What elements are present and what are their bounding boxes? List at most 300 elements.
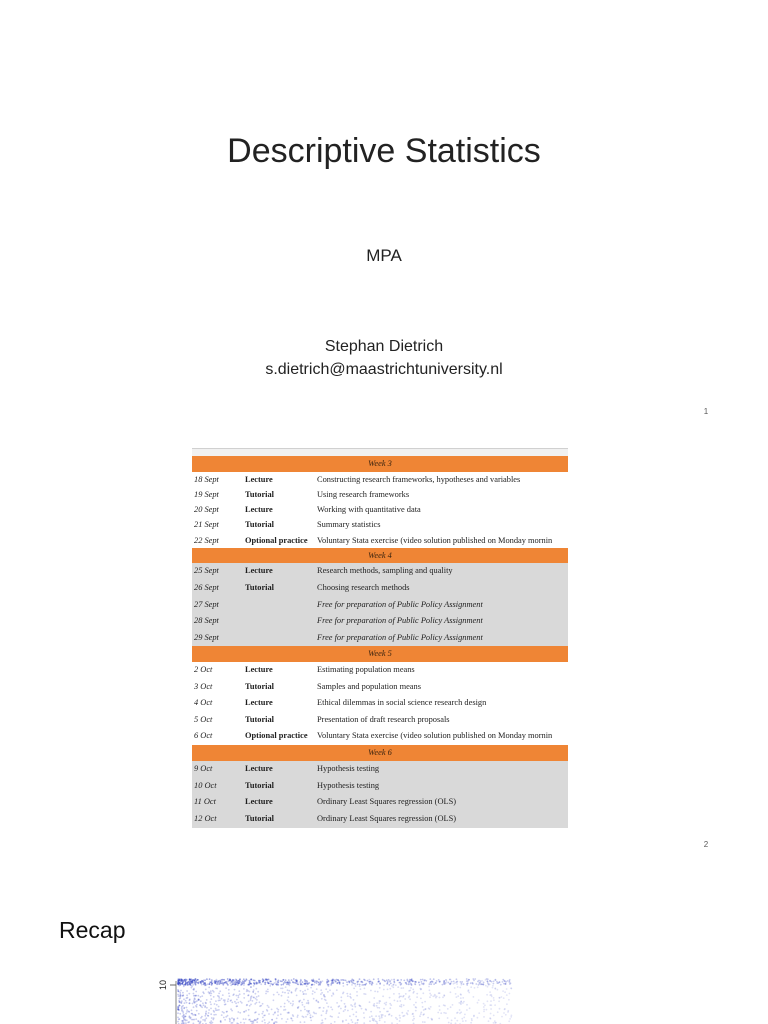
- scatter-point: [349, 1015, 351, 1017]
- scatter-point: [288, 990, 290, 992]
- row-topic: Free for preparation of Public Policy Assignment: [317, 599, 483, 609]
- scatter-point: [292, 981, 294, 983]
- scatter-point: [379, 1011, 381, 1013]
- scatter-point: [506, 1003, 508, 1005]
- scatter-point: [210, 1013, 212, 1015]
- row-date: 22 Sept: [194, 535, 219, 545]
- scatter-point: [325, 988, 327, 990]
- scatter-point: [343, 1010, 345, 1012]
- schedule-row: [192, 563, 568, 580]
- scatter-point: [397, 979, 399, 981]
- scatter-point: [350, 1004, 352, 1006]
- scatter-point: [349, 993, 351, 995]
- scatter-point: [188, 981, 190, 983]
- scatter-point: [300, 979, 302, 981]
- row-date: 27 Sept: [194, 599, 219, 609]
- scatter-point: [205, 1012, 207, 1014]
- scatter-point: [387, 981, 389, 983]
- scatter-point: [267, 982, 269, 984]
- scatter-point: [511, 1015, 513, 1017]
- scatter-point: [181, 1000, 183, 1002]
- scatter-point: [336, 983, 338, 985]
- scatter-point: [424, 1001, 426, 1003]
- schedule-row: [192, 613, 568, 630]
- scatter-point: [260, 1005, 262, 1007]
- scatter-point: [204, 1005, 206, 1007]
- scatter-point: [224, 1004, 226, 1006]
- scatter-point: [203, 979, 205, 981]
- scatter-point: [197, 979, 199, 981]
- scatter-point: [341, 1000, 343, 1002]
- scatter-point: [222, 984, 224, 986]
- scatter-point: [276, 1008, 278, 1010]
- scatter-point: [466, 983, 468, 985]
- scatter-point: [297, 1007, 299, 1009]
- scatter-point: [205, 989, 207, 991]
- scatter-point: [266, 1009, 268, 1011]
- scatter-point: [182, 1020, 184, 1022]
- scatter-point: [287, 999, 289, 1001]
- scatter-point: [454, 982, 456, 984]
- scatter-point: [253, 979, 255, 981]
- scatter-point: [319, 984, 321, 986]
- scatter-point: [399, 1020, 401, 1022]
- scatter-point: [315, 980, 317, 982]
- scatter-point: [400, 984, 402, 986]
- scatter-point: [388, 979, 390, 981]
- scatter-point: [224, 1019, 226, 1021]
- scatter-point: [365, 1008, 367, 1010]
- scatter-point: [292, 1020, 294, 1022]
- schedule-row: [192, 761, 568, 778]
- scatter-point: [386, 983, 388, 985]
- scatter-point: [301, 1002, 303, 1004]
- scatter-point: [249, 1005, 251, 1007]
- scatter-point: [218, 997, 220, 999]
- scatter-point: [197, 1020, 199, 1022]
- scatter-point: [209, 1001, 211, 1003]
- scatter-point: [195, 1014, 197, 1016]
- schedule-row: [192, 597, 568, 614]
- scatter-point: [292, 1000, 294, 1002]
- scatter-point: [420, 998, 422, 1000]
- scatter-point: [424, 1021, 426, 1023]
- scatter-point: [202, 981, 204, 983]
- scatter-point: [383, 989, 385, 991]
- scatter-point: [396, 1018, 398, 1020]
- scatter-point: [302, 991, 304, 993]
- scatter-point: [435, 982, 437, 984]
- scatter-point: [186, 994, 188, 996]
- scatter-point: [346, 984, 348, 986]
- row-topic: Presentation of draft research proposals: [317, 714, 450, 724]
- scatter-point: [454, 1017, 456, 1019]
- scatter-point: [314, 992, 316, 994]
- scatter-point: [351, 984, 353, 986]
- scatter-point: [256, 996, 258, 998]
- scatter-point: [490, 1013, 492, 1015]
- scatter-point: [200, 996, 202, 998]
- scatter-point: [425, 1008, 427, 1010]
- scatter-point: [210, 1008, 212, 1010]
- scatter-point: [425, 980, 427, 982]
- scatter-point: [250, 1004, 252, 1006]
- scatter-point: [238, 990, 240, 992]
- scatter-point: [478, 982, 480, 984]
- scatter-point: [460, 1003, 462, 1005]
- scatter-point: [387, 1011, 389, 1013]
- scatter-point: [353, 982, 355, 984]
- scatter-point: [184, 1002, 186, 1004]
- scatter-point: [385, 1004, 387, 1006]
- scatter-point: [463, 1017, 465, 1019]
- scatter-point: [190, 1017, 192, 1019]
- scatter-point: [284, 1006, 286, 1008]
- scatter-point: [503, 983, 505, 985]
- scatter-point: [276, 1018, 278, 1020]
- scatter-point: [336, 1002, 338, 1004]
- scatter-point: [489, 980, 491, 982]
- scatter-point: [470, 982, 472, 984]
- scatter-point: [495, 979, 497, 981]
- scatter-point: [287, 982, 289, 984]
- scatter-point: [395, 1017, 397, 1019]
- scatter-point: [290, 1017, 292, 1019]
- scatter-point: [283, 1009, 285, 1011]
- scatter-point: [271, 1009, 273, 1011]
- scatter-point: [378, 1007, 380, 1009]
- scatter-point: [292, 1005, 294, 1007]
- scatter-point: [193, 993, 195, 995]
- scatter-point: [256, 999, 258, 1001]
- row-date: 28 Sept: [194, 616, 219, 626]
- scatter-point: [493, 1015, 495, 1017]
- scatter-point: [194, 980, 196, 982]
- scatter-point: [215, 1014, 217, 1016]
- scatter-point: [483, 1009, 485, 1011]
- scatter-point: [307, 988, 309, 990]
- scatter-point: [261, 1013, 263, 1015]
- scatter-point: [389, 980, 391, 982]
- scatter-point: [245, 1010, 247, 1012]
- scatter-point: [359, 978, 361, 980]
- scatter-point: [399, 1000, 401, 1002]
- scatter-point: [423, 1013, 425, 1015]
- scatter-point: [447, 982, 449, 984]
- scatter-point: [376, 983, 378, 985]
- scatter-point: [483, 1016, 485, 1018]
- scatter-point: [221, 998, 223, 1000]
- scatter-point: [493, 999, 495, 1001]
- scatter-point: [395, 984, 397, 986]
- scatter-point: [222, 994, 224, 996]
- row-session-type: Optional practice: [245, 731, 308, 741]
- scatter-point: [400, 996, 402, 998]
- scatter-point: [344, 1003, 346, 1005]
- scatter-point: [243, 984, 245, 986]
- scatter-point: [443, 1012, 445, 1014]
- scatter-point: [201, 995, 203, 997]
- scatter-point: [487, 981, 489, 983]
- scatter-point: [186, 1009, 188, 1011]
- scatter-point: [201, 984, 203, 986]
- scatter-point: [460, 1011, 462, 1013]
- scatter-point: [295, 988, 297, 990]
- scatter-point: [379, 982, 381, 984]
- scatter-point: [414, 984, 416, 986]
- scatter-point: [413, 1004, 415, 1006]
- scatter-point: [489, 1004, 491, 1006]
- scatter-point: [248, 1009, 250, 1011]
- scatter-point: [438, 1005, 440, 1007]
- scatter-point: [464, 1014, 466, 1016]
- scatter-point: [300, 1010, 302, 1012]
- scatter-point: [420, 1013, 422, 1015]
- scatter-point: [422, 1006, 424, 1008]
- schedule-row: [192, 630, 568, 647]
- scatter-point: [233, 979, 235, 981]
- row-topic: Research methods, sampling and quality: [317, 566, 453, 576]
- scatter-point: [200, 1000, 202, 1002]
- scatter-point: [240, 984, 242, 986]
- scatter-point: [326, 981, 328, 983]
- scatter-point: [313, 1012, 315, 1014]
- scatter-point: [394, 1000, 396, 1002]
- scatter-point: [288, 979, 290, 981]
- scatter-point: [484, 1004, 486, 1006]
- scatter-point: [193, 1019, 195, 1021]
- scatter-point: [384, 1015, 386, 1017]
- scatter-point: [327, 991, 329, 993]
- scatter-point: [509, 979, 511, 981]
- scatter-point: [202, 991, 204, 993]
- scatter-point: [501, 996, 503, 998]
- scatter-point: [210, 990, 212, 992]
- scatter-point: [205, 1002, 207, 1004]
- scatter-point: [216, 1004, 218, 1006]
- scatter-point: [470, 986, 472, 988]
- scatter-point: [457, 995, 459, 997]
- scatter-point: [509, 993, 511, 995]
- scatter-point: [193, 1001, 195, 1003]
- scatter-point: [273, 999, 275, 1001]
- scatter-point: [252, 1000, 254, 1002]
- scatter-point: [303, 993, 305, 995]
- scatter-point: [448, 1022, 450, 1024]
- scatter-point: [355, 1011, 357, 1013]
- scatter-point: [345, 1019, 347, 1021]
- scatter-point: [315, 1013, 317, 1015]
- scatter-point: [218, 1006, 220, 1008]
- scatter-point: [439, 1009, 441, 1011]
- scatter-point: [445, 979, 447, 981]
- recap-scatter-plot: [150, 966, 520, 1024]
- scatter-point: [307, 1000, 309, 1002]
- scatter-point: [402, 996, 404, 998]
- scatter-point: [236, 999, 238, 1001]
- scatter-point: [304, 1009, 306, 1011]
- scatter-point: [259, 1001, 261, 1003]
- scatter-point: [282, 988, 284, 990]
- scatter-point: [206, 978, 208, 980]
- scatter-point: [461, 984, 463, 986]
- scatter-point: [431, 1018, 433, 1020]
- scatter-point: [264, 1019, 266, 1021]
- scatter-point: [415, 1006, 417, 1008]
- scatter-point: [420, 979, 422, 981]
- scatter-point: [412, 1019, 414, 1021]
- scatter-point: [404, 998, 406, 1000]
- row-session-type: Tutorial: [245, 780, 275, 790]
- scatter-point: [455, 993, 457, 995]
- scatter-point: [465, 1020, 467, 1022]
- scatter-point: [181, 982, 183, 984]
- scatter-point: [235, 981, 237, 983]
- scatter-point: [483, 1003, 485, 1005]
- scatter-point: [358, 1005, 360, 1007]
- scatter-point: [234, 989, 236, 991]
- scatter-point: [281, 981, 283, 983]
- scatter-point: [325, 1012, 327, 1014]
- scatter-point: [195, 1018, 197, 1020]
- scatter-point: [325, 1018, 327, 1020]
- scatter-point: [428, 986, 430, 988]
- scatter-point: [287, 989, 289, 991]
- scatter-point: [189, 983, 191, 985]
- slide-title: Recap: [59, 917, 126, 943]
- scatter-point: [179, 992, 181, 994]
- scatter-point: [399, 1015, 401, 1017]
- row-session-type: Lecture: [245, 566, 273, 576]
- scatter-point: [277, 982, 279, 984]
- scatter-point: [351, 1019, 353, 1021]
- scatter-point: [186, 1011, 188, 1013]
- scatter-point: [288, 1012, 290, 1014]
- scatter-point: [364, 979, 366, 981]
- scatter-point: [324, 999, 326, 1001]
- scatter-point: [243, 988, 245, 990]
- slide-2: [0, 430, 768, 860]
- scatter-point: [297, 1016, 299, 1018]
- scatter-point: [177, 1017, 179, 1019]
- scatter-point: [500, 984, 502, 986]
- row-topic: Constructing research frameworks, hypotheses and variables: [317, 474, 521, 484]
- scatter-point: [188, 1021, 190, 1023]
- scatter-point: [410, 987, 412, 989]
- scatter-point: [208, 1012, 210, 1014]
- scatter-point: [490, 1000, 492, 1002]
- scatter-point: [363, 1017, 365, 1019]
- row-date: 20 Sept: [194, 505, 219, 515]
- scatter-point: [384, 1021, 386, 1023]
- scatter-point: [503, 997, 505, 999]
- scatter-point: [210, 998, 212, 1000]
- scatter-point: [248, 1015, 250, 1017]
- row-topic: Voluntary Stata exercise (video solution published on Monday mornin: [317, 731, 553, 741]
- scatter-point: [357, 983, 359, 985]
- scatter-point: [274, 982, 276, 984]
- scatter-point: [215, 987, 217, 989]
- scatter-point: [252, 991, 254, 993]
- row-topic: Hypothesis testing: [317, 780, 380, 790]
- scatter-point: [323, 996, 325, 998]
- scatter-point: [332, 979, 334, 981]
- scatter-point: [227, 1015, 229, 1017]
- scatter-point: [316, 982, 318, 984]
- scatter-point: [399, 1017, 401, 1019]
- scatter-point: [406, 979, 408, 981]
- scatter-point: [223, 999, 225, 1001]
- scatter-point: [414, 981, 416, 983]
- scatter-point: [302, 1016, 304, 1018]
- scatter-point: [456, 996, 458, 998]
- scatter-point: [189, 1002, 191, 1004]
- scatter-point: [438, 979, 440, 981]
- scatter-point: [445, 982, 447, 984]
- scatter-point: [466, 1009, 468, 1011]
- row-date: 12 Oct: [194, 814, 217, 824]
- scatter-point: [191, 1009, 193, 1011]
- scatter-point: [177, 994, 179, 996]
- scatter-point: [370, 981, 372, 983]
- row-session-type: Lecture: [245, 797, 273, 807]
- scatter-point: [412, 992, 414, 994]
- scatter-point: [196, 1010, 198, 1012]
- scatter-point: [246, 979, 248, 981]
- scatter-point: [243, 993, 245, 995]
- scatter-point: [407, 1014, 409, 1016]
- scatter-point: [352, 1008, 354, 1010]
- scatter-point: [268, 1021, 270, 1023]
- scatter-point: [204, 1019, 206, 1021]
- row-date: 3 Oct: [194, 681, 213, 691]
- scatter-point: [186, 1002, 188, 1004]
- scatter-point: [179, 1001, 181, 1003]
- scatter-point: [253, 997, 255, 999]
- scatter-point: [390, 983, 392, 985]
- row-session-type: [245, 630, 317, 647]
- scatter-point: [403, 980, 405, 982]
- scatter-point: [320, 982, 322, 984]
- scatter-point: [496, 981, 498, 983]
- scatter-point: [442, 996, 444, 998]
- scatter-point: [462, 1020, 464, 1022]
- row-date: 29 Sept: [194, 632, 219, 642]
- scatter-point: [450, 991, 452, 993]
- scatter-point: [259, 982, 261, 984]
- scatter-point: [275, 978, 277, 980]
- scatter-point: [195, 991, 197, 993]
- scatter-point: [447, 1008, 449, 1010]
- scatter-point: [192, 984, 194, 986]
- scatter-point: [405, 982, 407, 984]
- scatter-point: [507, 1010, 509, 1012]
- scatter-point: [419, 1015, 421, 1017]
- scatter-point: [379, 1020, 381, 1022]
- scatter-point: [229, 1021, 231, 1023]
- scatter-point: [265, 979, 267, 981]
- scatter-point: [357, 981, 359, 983]
- scatter-point: [355, 985, 357, 987]
- scatter-point: [177, 1012, 179, 1014]
- scatter-point: [420, 989, 422, 991]
- scatter-point: [381, 1017, 383, 1019]
- scatter-point: [202, 1002, 204, 1004]
- row-date: 11 Oct: [194, 797, 216, 807]
- scatter-point: [330, 1006, 332, 1008]
- scatter-point: [443, 994, 445, 996]
- scatter-point: [439, 981, 441, 983]
